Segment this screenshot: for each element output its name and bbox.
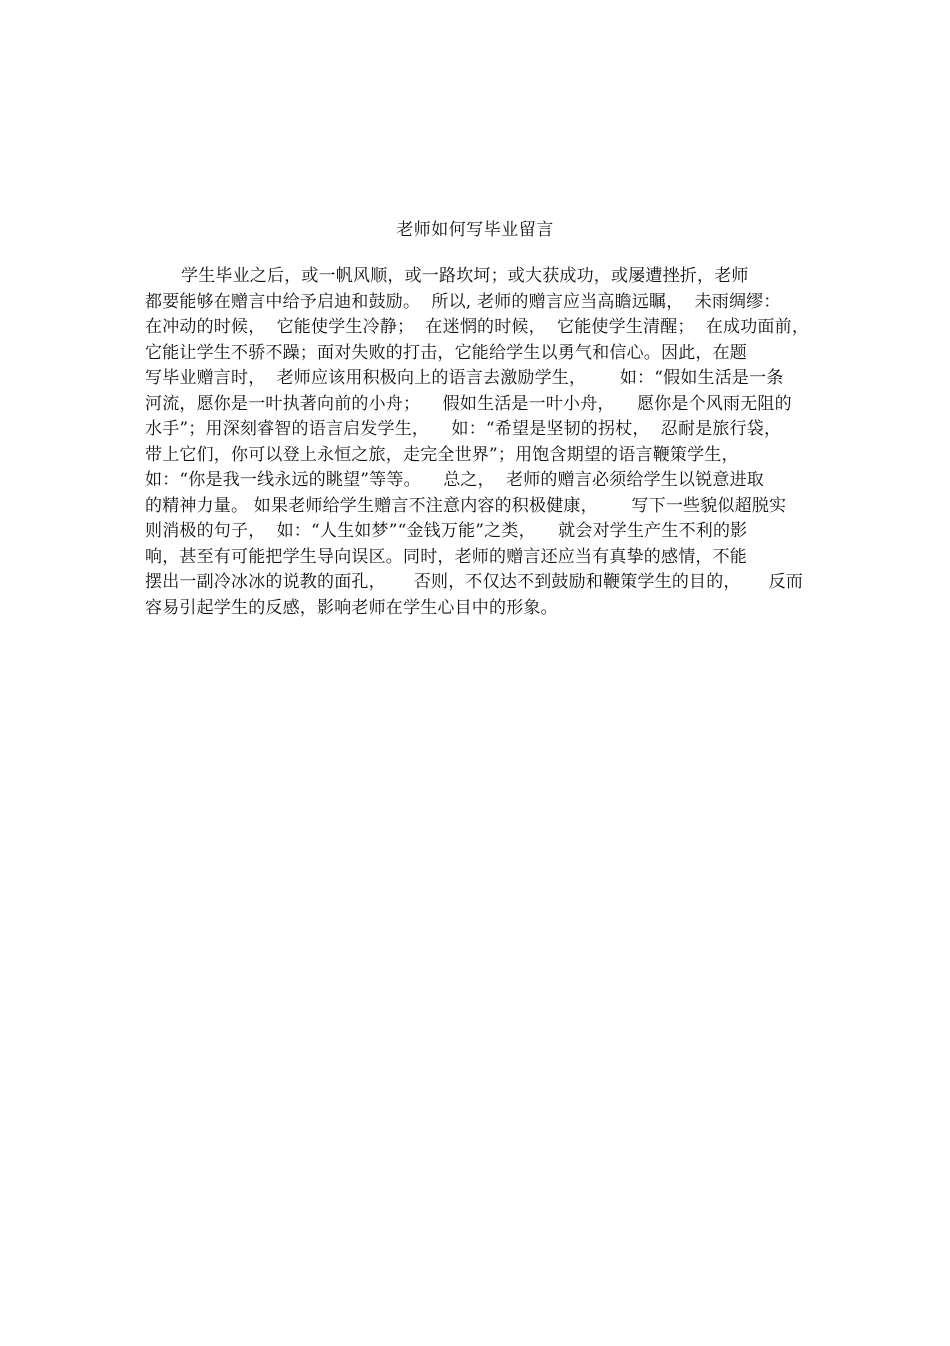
body-line: 容易引起学生的反感，影响老师在学生心目中的形象。 xyxy=(145,597,558,618)
body-line: 水手”；用深刻睿智的语言启发学生， 如：“希望是坚韧的拐杖， 忍耐是旅行袋， xyxy=(145,419,782,439)
body-line: 响，甚至有可能把学生导向误区。同时，老师的赠言还应当有真挚的感情，不能 xyxy=(145,546,747,567)
body-line: 写毕业赠言时， 老师应该用积极向上的语言去激励学生， 如：“假如生活是一条 xyxy=(145,368,784,388)
body-line: 都要能够在赠言中给予启迪和鼓励。 所以, 老师的赠言应当高瞻远瞩， 未雨绸缪： xyxy=(145,291,781,312)
document-body xyxy=(145,264,815,621)
body-line: 学生毕业之后，或一帆风顺，或一路坎坷；或大获成功，或屡遭挫折，老师 xyxy=(181,266,749,286)
body-line: 的精神力量。 如果老师给学生赠言不注意内容的积极健康， 写下一些貌似超脱实 xyxy=(145,495,787,516)
body-line: 带上它们，你可以登上永恒之旅，走完全世界”；用饱含期望的语言鞭策学生， xyxy=(145,444,739,465)
body-line: 在冲动的时候， 它能使学生冷静； 在迷惘的时候， 它能使学生清醒； 在成功面前， xyxy=(145,317,810,337)
body-line: 如：“你是我一线永远的眺望”等等。 总之， 老师的赠言必须给学生以锐意进取 xyxy=(145,470,765,490)
document-title: 老师如何写毕业留言 xyxy=(396,220,554,240)
body-line: 它能让学生不骄不躁；面对失败的打击，它能给学生以勇气和信心。因此，在题 xyxy=(145,342,747,363)
body-line: 摆出一副冷冰冰的说教的面孔， 否则，不仅达不到鼓励和鞭策学生的目的， 反而 xyxy=(145,572,804,592)
body-line: 河流，愿你是一叶执著向前的小舟； 假如生活是一叶小舟， 愿你是个风雨无阻的 xyxy=(145,393,792,414)
body-line: 则消极的句子， 如：“人生如梦”“金钱万能”之类， 就会对学生产生不利的影 xyxy=(145,521,748,541)
